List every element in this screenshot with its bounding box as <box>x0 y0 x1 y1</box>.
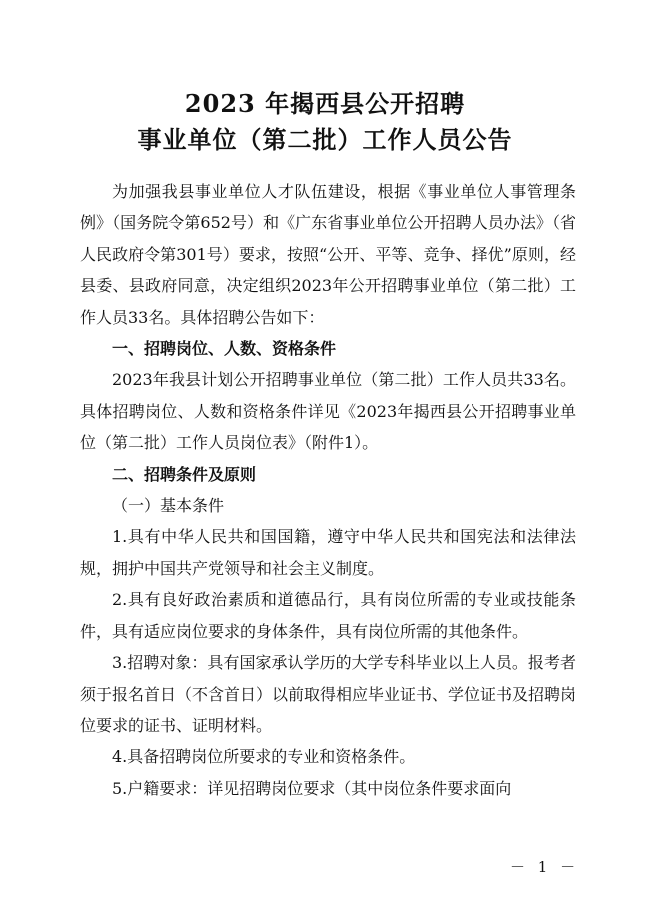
section-heading-2: 二、招聘条件及原则 <box>112 464 257 484</box>
section-heading-1: 一、招聘岗位、人数、资格条件 <box>112 339 337 359</box>
intro-paragraph: 为加强我县事业单位人才队伍建设，根据《事业单位人事管理条例》（国务院令第652号）和《广东省事业单位公开招聘人员办法》（省人民政府令第301号）要求，按照“公开、平等、竞争、择优”原则，经县委、县政府同意，决定组织2023年公开招聘事业单位（第二批）工作人员33名。具体招聘公告如下： <box>80 182 576 327</box>
document-title-line1: 2023 年揭西县公开招聘 <box>184 89 466 118</box>
condition-item-2: 2.具有良好政治素质和道德品行，具有岗位所需的专业或技能条件，具有适应岗位要求的身体条件，具有岗位所需的其他条件。 <box>80 590 576 641</box>
condition-item-3: 3.招聘对象：具有国家承认学历的大学专科毕业以上人员。报考者须于报名首日（不含首日）以前取得相应毕业证书、学位证书及招聘岗位要求的证书、证明材料。 <box>80 653 577 735</box>
condition-item-5: 5.户籍要求：详见招聘岗位要求（其中岗位条件要求面向 <box>112 778 512 798</box>
condition-item-1: 1.具有中华人民共和国国籍，遵守中华人民共和国宪法和法律法规，拥护中国共产党领导和社会主义制度。 <box>80 527 576 578</box>
document-body <box>80 176 576 804</box>
document-title-line2: 事业单位（第二批）工作人员公告 <box>137 125 513 154</box>
page-number: － 1 － <box>510 858 580 876</box>
subsection-heading-basic-conditions: （一）基本条件 <box>112 496 225 516</box>
section-1-paragraph: 2023年我县计划公开招聘事业单位（第二批）工作人员共33名。具体招聘岗位、人数和资格条件详见《2023年揭西县公开招聘事业单位（第二批）工作人员岗位表》（附件1）。 <box>80 370 576 453</box>
condition-item-4: 4.具备招聘岗位所要求的专业和资格条件。 <box>112 747 416 767</box>
